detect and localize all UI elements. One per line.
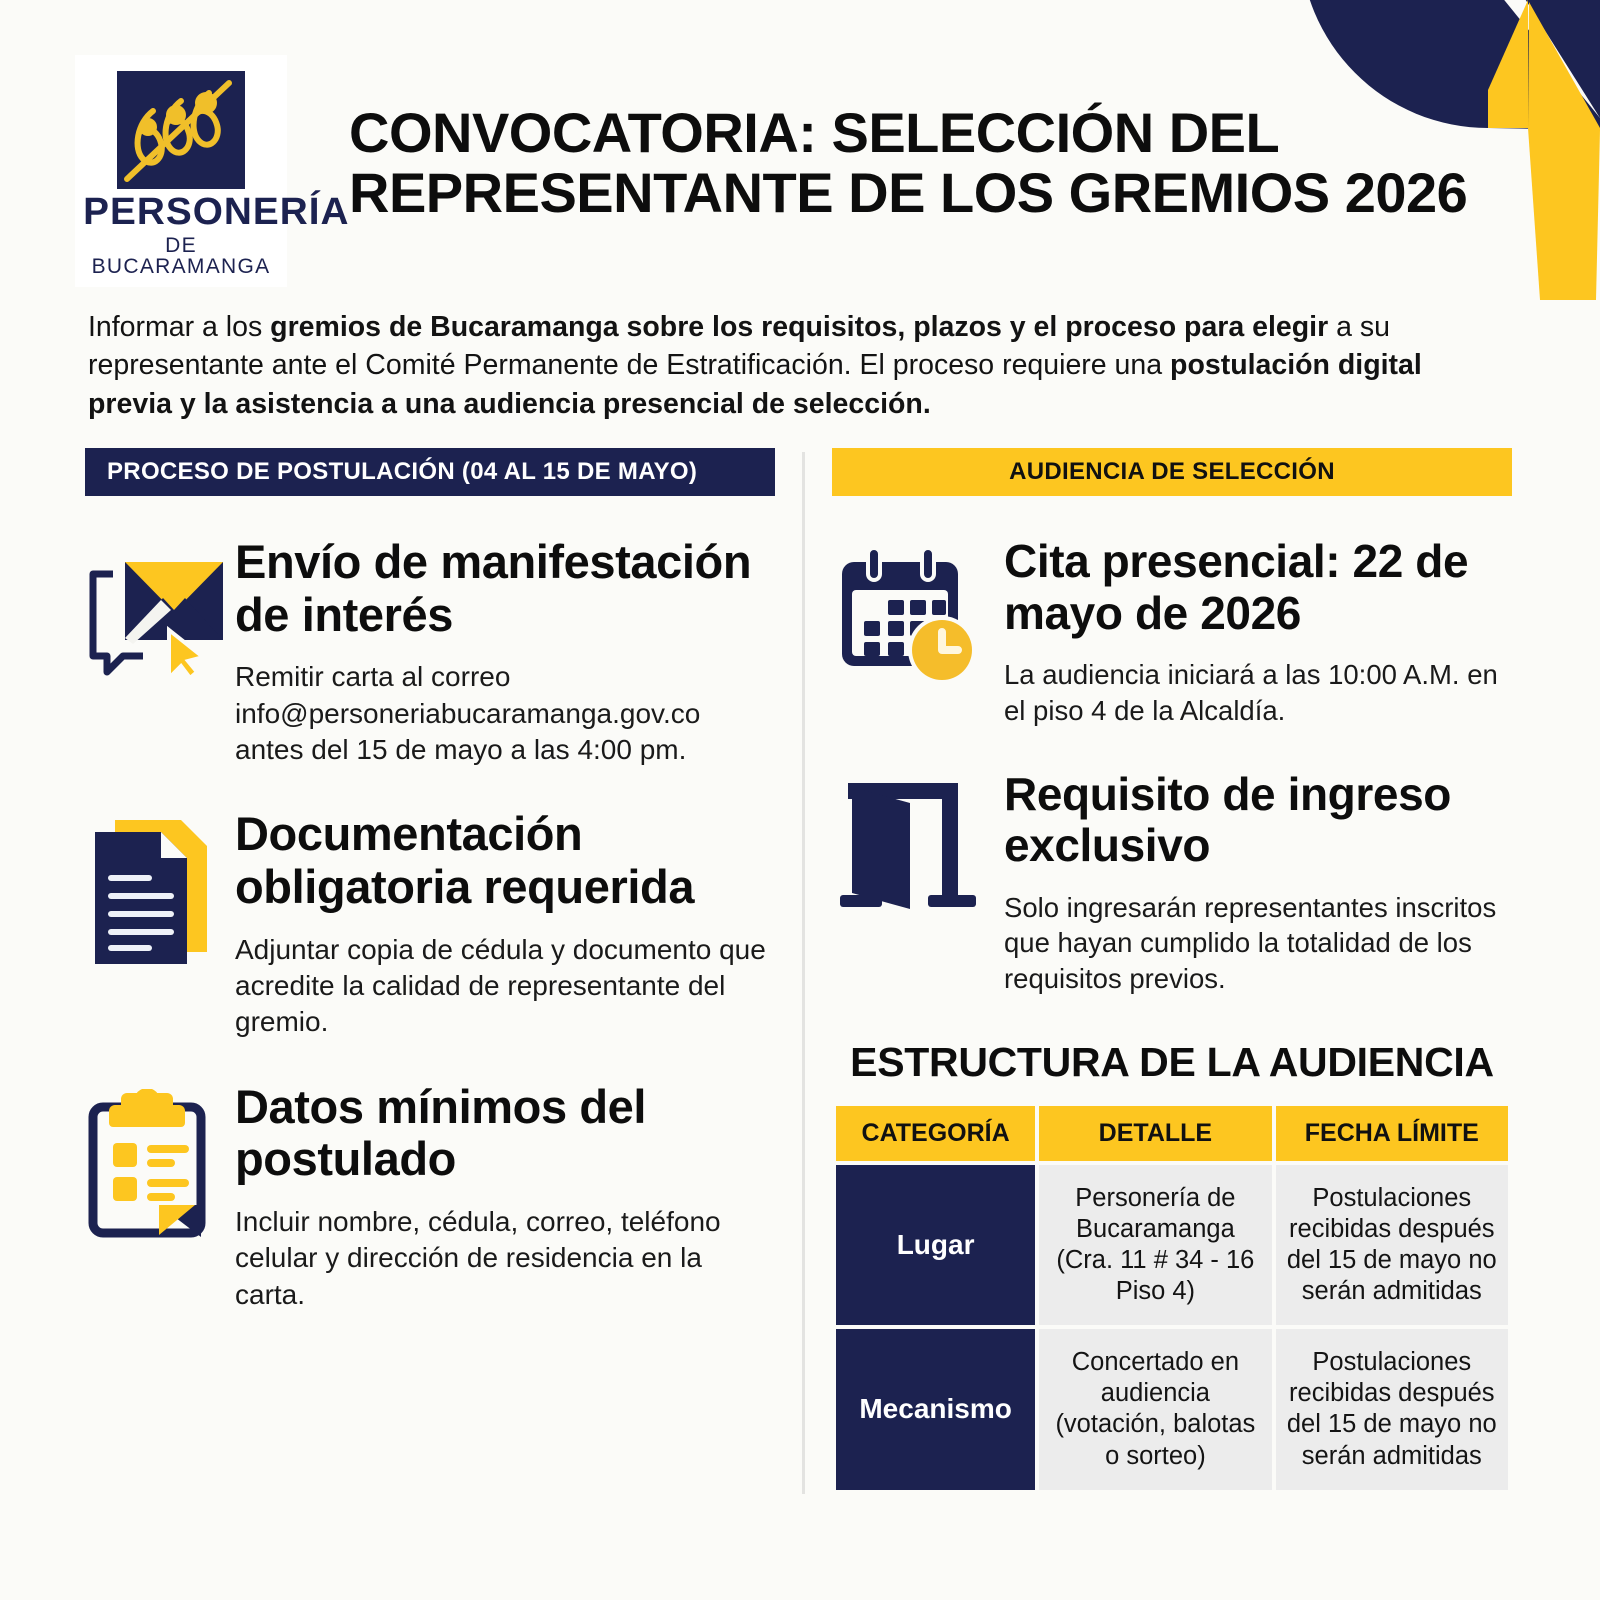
left-column: [85, 448, 775, 1494]
feature-heading: Documentación obligatoria requerida: [235, 807, 695, 914]
table-header-categoria: CATEGORÍA: [836, 1106, 1035, 1161]
intro-text-1: Informar a los: [88, 311, 271, 343]
feature-documentacion-obligatoria: [85, 808, 775, 1040]
feature-description: Remitir carta al correo info@personeriabucaramanga.gov.co antes del 15 de mayo a las 4:00 pm.: [235, 661, 701, 766]
document-icon: [85, 808, 235, 1040]
feature-heading: Requisito de ingreso exclusivo: [1004, 767, 1451, 872]
table-cell-categoria: Mecanismo: [836, 1329, 1035, 1489]
calendar-clock-icon: [832, 536, 1004, 729]
intro-bold-1: gremios de Bucaramanga sobre los requisitos, plazos y el proceso para elegir: [270, 311, 1329, 343]
feature-description: La audiencia iniciará a las 10:00 A.M. en el piso 4 de la Alcaldía.: [1004, 659, 1498, 726]
table-row: [836, 1165, 1508, 1325]
content-columns: [85, 448, 1515, 1494]
feature-heading: Cita presencial: 22 de mayo de 2026: [1004, 535, 1469, 639]
right-section-title: AUDIENCIA DE SELECCIÓN: [1009, 458, 1335, 485]
table-cell-fecha: Postulaciones recibidas después del 15 de mayo no serán admitidas: [1276, 1165, 1508, 1325]
feature-description: Solo ingresarán representantes inscritos que hayan cumplido la totalidad de los requisitos previos.: [1004, 891, 1497, 995]
feature-cita-presencial: [832, 536, 1512, 729]
feature-envio-manifestacion: [85, 536, 775, 768]
left-section-title: PROCESO DE POSTULACIÓN (04 AL 15 DE MAYO): [107, 458, 698, 485]
table-header-detalle: DETALLE: [1039, 1106, 1271, 1161]
audiencia-table: [832, 1102, 1512, 1494]
envelope-cursor-icon: [85, 536, 235, 768]
table-row: [836, 1329, 1508, 1489]
intro-paragraph: [88, 308, 1508, 423]
clipboard-list-icon: [85, 1081, 235, 1313]
table-cell-detalle: Personería de Bucaramanga (Cra. 11 # 34 - 16 Piso 4): [1039, 1165, 1271, 1325]
table-cell-detalle: Concertado en audiencia (votación, balotas o sorteo): [1039, 1329, 1271, 1489]
logo-mark-icon: [117, 71, 245, 189]
table-header-row: [836, 1106, 1508, 1161]
feature-datos-minimos: [85, 1081, 775, 1313]
feature-description: Adjuntar copia de cédula y documento que acredite la calidad de representante del gremio.: [235, 933, 766, 1038]
feature-heading: Envío de manifestación de interés: [235, 535, 752, 641]
left-section-header: [85, 448, 775, 496]
logo-name: PERSONERÍA: [83, 191, 350, 233]
open-door-icon: [832, 769, 1004, 997]
page-title: CONVOCATORIA: SELECCIÓN DEL REPRESENTANTE DE LOS GREMIOS 2026: [349, 101, 1468, 224]
column-divider: [802, 452, 805, 1494]
feature-description: Incluir nombre, cédula, correo, teléfono celular y dirección de residencia en la carta.: [235, 1206, 721, 1310]
intro-bold-2: postulación digital previa y la asistencia a una audiencia presencial de selección.: [88, 349, 1422, 420]
feature-heading: Datos mínimos del postulado: [235, 1079, 647, 1186]
intro-text-2: a su representante ante el Comité Permanente de Estratificación. El proceso requiere una: [88, 311, 1390, 382]
feature-requisito-ingreso: [832, 769, 1512, 997]
logo-subtitle: DE BUCARAMANGA: [91, 234, 271, 278]
table-header-fecha-limite: FECHA LÍMITE: [1276, 1106, 1508, 1161]
page-header: [75, 55, 1520, 278]
personeria-logo: [75, 55, 350, 287]
right-section-header: [832, 448, 1512, 496]
right-column: [832, 448, 1512, 1494]
table-cell-fecha: Postulaciones recibidas después del 15 de mayo no serán admitidas: [1276, 1329, 1508, 1489]
table-title: ESTRUCTURA DE LA AUDIENCIA: [850, 1038, 1494, 1085]
table-cell-categoria: Lugar: [836, 1165, 1035, 1325]
